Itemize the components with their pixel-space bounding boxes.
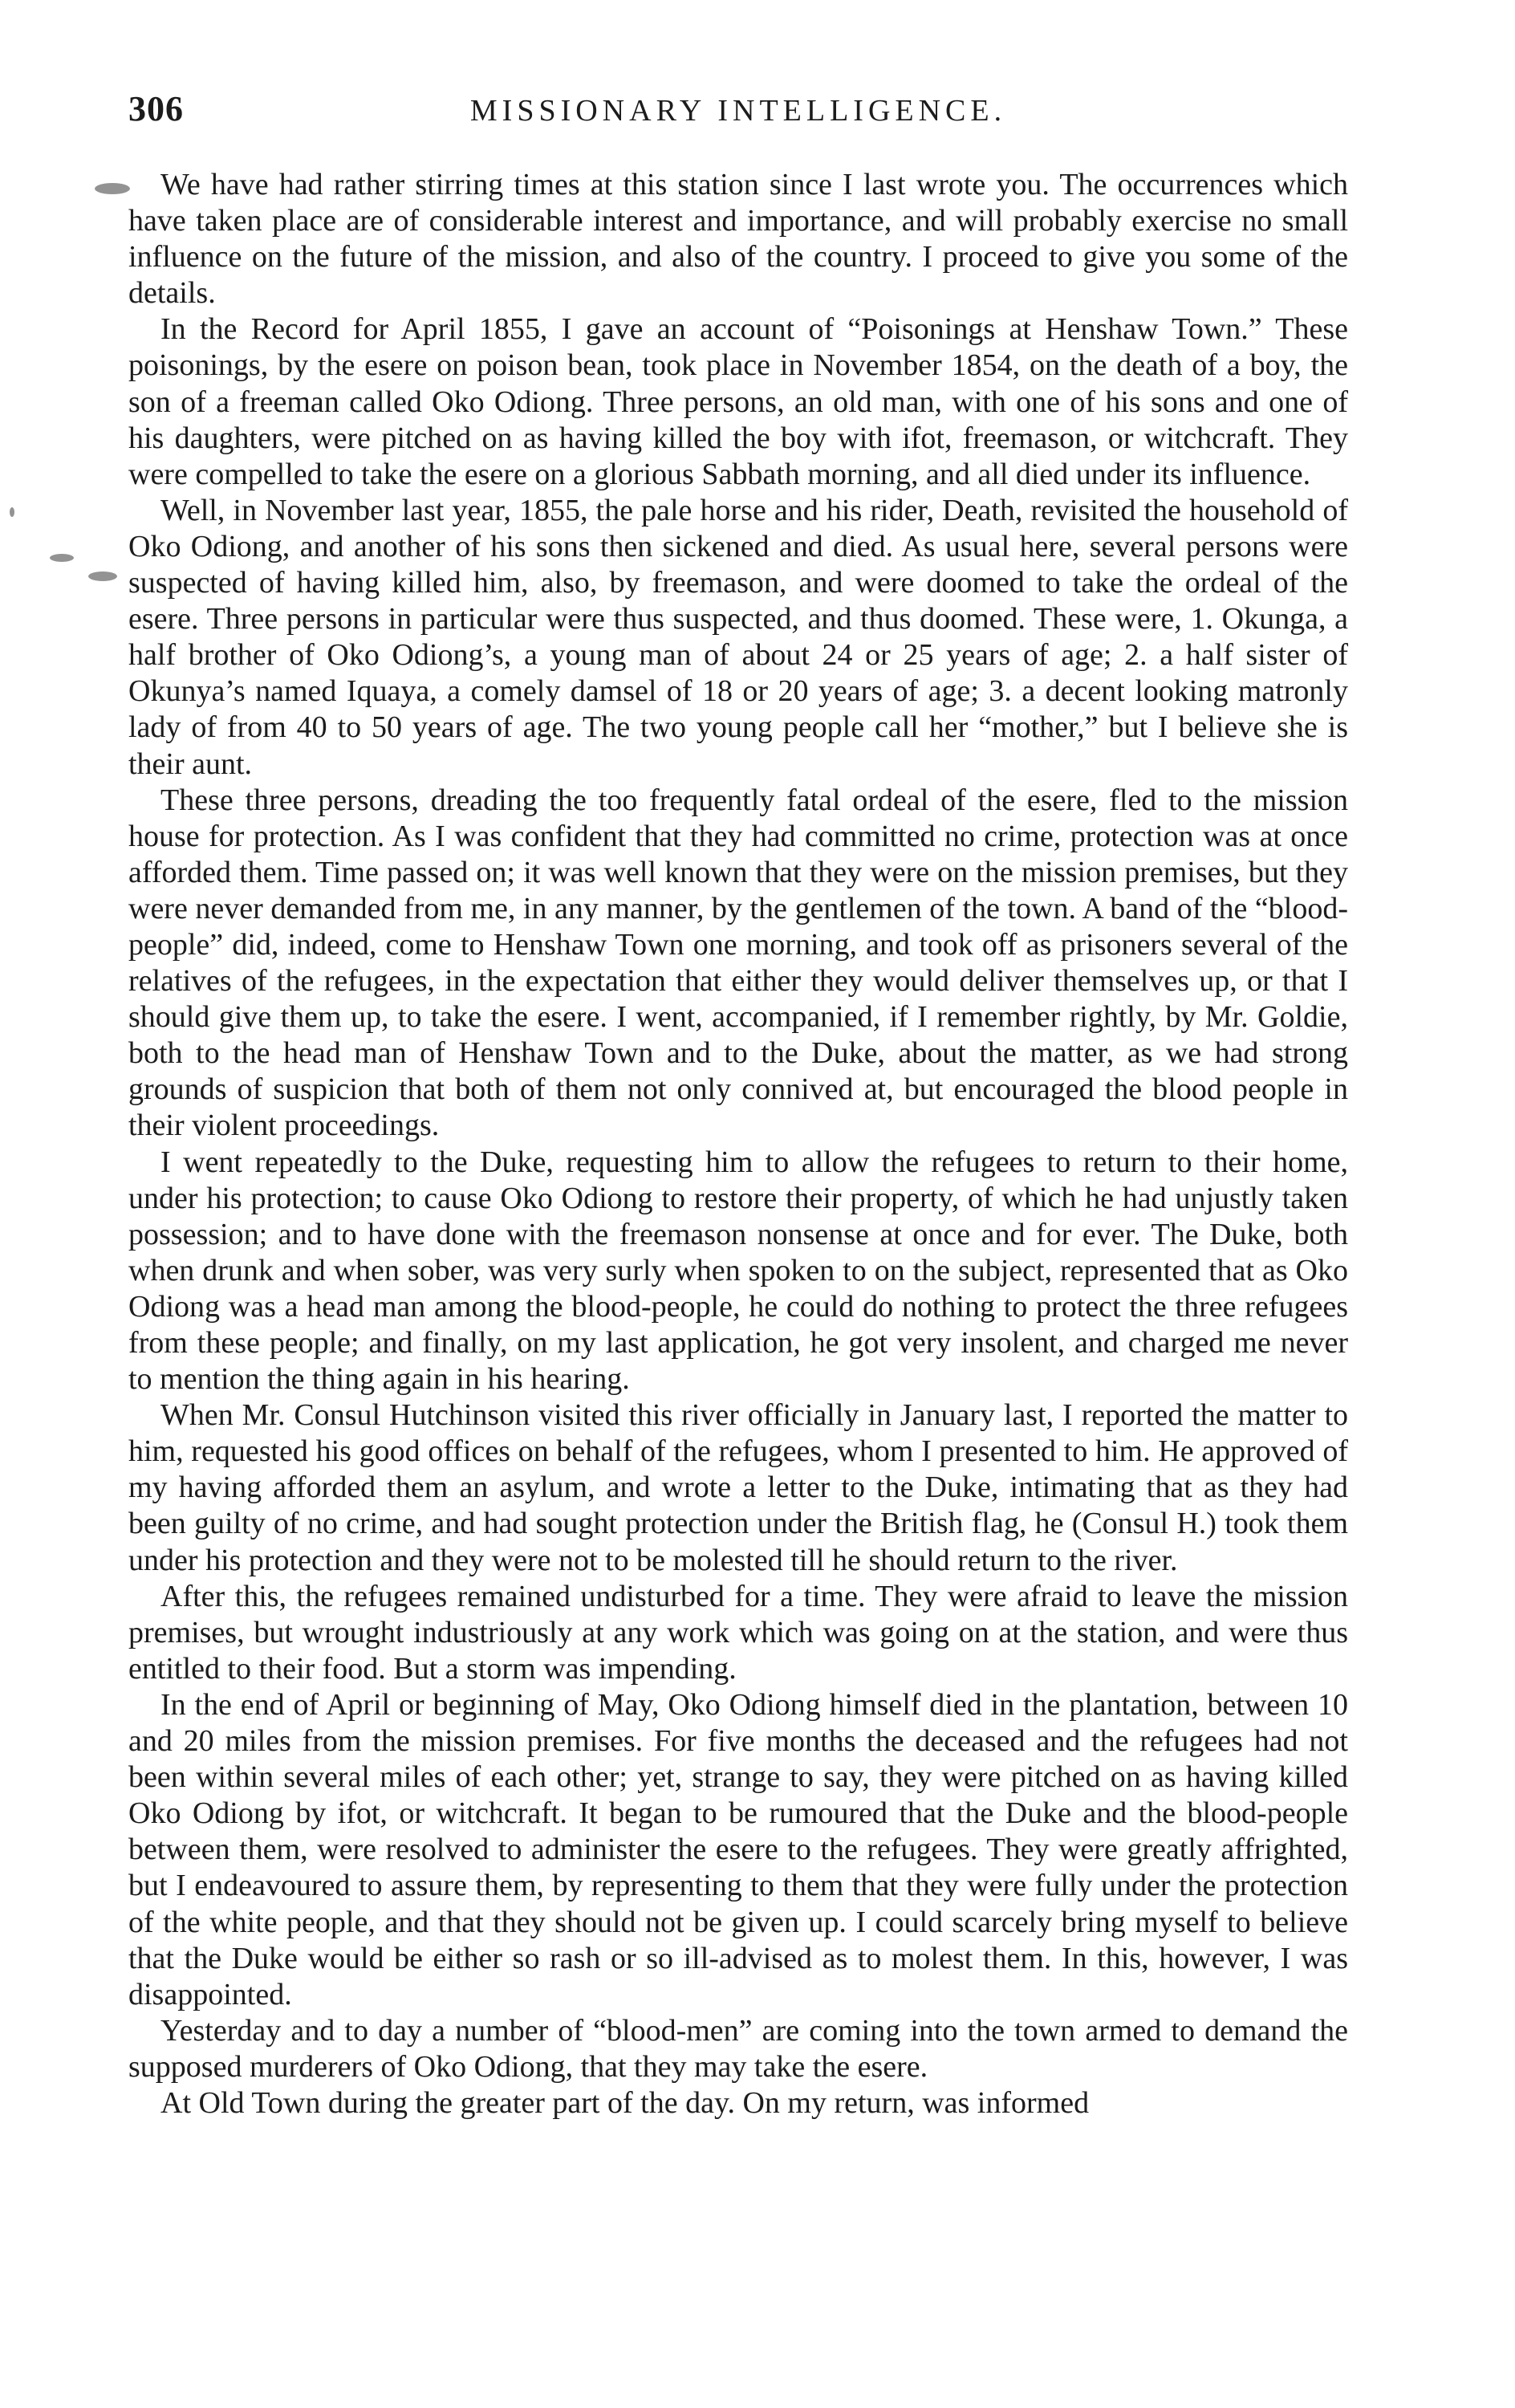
margin-smudge — [50, 554, 74, 562]
margin-smudge — [88, 571, 117, 581]
paragraph: When Mr. Consul Hutchinson visited this river officially in January last, I reported the matter to him, requested his good offices on behalf of the refugees, whom I presented to him. He approved of my having afforded them an asylum, and wrote a letter to the Duke, intimating that as they had been guilty of no crime, and had sought protection under the British flag, he (Consul H.) took them under his protection and they were not to be molested till he should return to the river. — [128, 1398, 1348, 1577]
paragraph: After this, the refugees remained undisturbed for a time. They were afraid to leave the mission premises, but wrought industriously at any work which was going on at the station, and were thus entitled to their food. But a storm was impending. — [128, 1579, 1348, 1686]
page-number: 306 — [128, 89, 184, 128]
paragraph: I went repeatedly to the Duke, requesting him to allow the refugees to return to their home, under his protection; to cause Oko Odiong to restore their property, of which he had unjustly taken possession; and to have done with the freemason nonsense at once and for ever. The Duke, both when drunk and when sober, was very surly when spoken to on the subject, represented that as Oko Odiong was a head man among the blood-people, he could do nothing to protect the three refugees from these people; and finally, on my last application, he got very insolent, and charged me never to mention the thing again in his hearing. — [128, 1145, 1348, 1397]
running-head — [128, 88, 1348, 136]
running-title: MISSIONARY INTELLIGENCE. — [469, 94, 1007, 128]
margin-smudge — [95, 183, 130, 194]
paragraph: Well, in November last year, 1855, the pale horse and his rider, Death, revisited the household of Oko Odiong, and another of his sons then sickened and died. As usual here, several persons were suspected of having killed him, also, by freemason, and were doomed to take the ordeal of the esere. Three persons in particular were thus suspected, and thus doomed. These were, 1. Okunga, a half brother of Oko Odiong’s, a young man of about 24 or 25 years of age; 2. a half sister of Okunya’s named Iquaya, a comely damsel of 18 or 20 years of age; 3. a decent looking matronly lady of from 40 to 50 years of age. The two young people call her “mother,” but I believe she is their aunt. — [128, 493, 1348, 781]
paragraph: In the end of April or beginning of May, Oko Odiong himself died in the plantation, between 10 and 20 miles from the mission premises. For five months the deceased and the refugees had not been within several miles of each other; yet, strange to say, they were pitched on as having killed Oko Odiong by ifot, or witchcraft. It began to be rumoured that the Duke and the blood-people between them, were resolved to administer the esere to the refugees. They were greatly affrighted, but I endeavoured to assure them, by representing to them that they were fully under the protection of the white people, and that they should not be given up. I could scarcely bring myself to believe that the Duke would be either so rash or so ill-advised as to molest them. In this, however, I was disappointed. — [128, 1687, 1348, 2011]
body-text — [128, 167, 1348, 2121]
paragraph: Yesterday and to day a number of “blood-men” are coming into the town armed to demand the supposed murderers of Oko Odiong, that they may take the esere. — [128, 2013, 1348, 2084]
paragraph: These three persons, dreading the too frequently fatal ordeal of the esere, fled to the mission house for protection. As I was confident that they had committed no crime, protection was at once afforded them. Time passed on; it was well known that they were on the mission premises, but they were never demanded from me, in any manner, by the gentlemen of the town. A band of the “blood-people” did, indeed, come to Henshaw Town one morning, and took off as prisoners several of the relatives of the refugees, in the expectation that either they would deliver themselves up, or that I should give them up, to take the esere. I went, accompanied, if I remember rightly, by Mr. Goldie, both to the head man of Henshaw Town and to the Duke, about the matter, as we had strong grounds of suspicion that both of them not only connived at, but encouraged the blood people in their violent proceedings. — [128, 783, 1348, 1143]
paragraph: At Old Town during the greater part of the day. On my return, was informed — [160, 2085, 1090, 2120]
paragraph: We have had rather stirring times at this station since I last wrote you. The occurrences which have taken place are of considerable interest and importance, and will probably exercise no small influence on the future of the mission, and also of the country. I proceed to give you some of the details. — [128, 168, 1348, 311]
paragraph: In the Record for April 1855, I gave an account of “Poisonings at Henshaw Town.” These poisonings, by the esere on poison bean, took place in November 1854, on the death of a boy, the son of a freeman called Oko Odiong. Three persons, an old man, with one of his sons and one of his daughters, were pitched on as having killed the boy with ifot, freemason, or witchcraft. They were compelled to take the esere on a glorious Sabbath morning, and all died under its influence. — [128, 312, 1348, 491]
margin-smudge — [10, 507, 14, 517]
